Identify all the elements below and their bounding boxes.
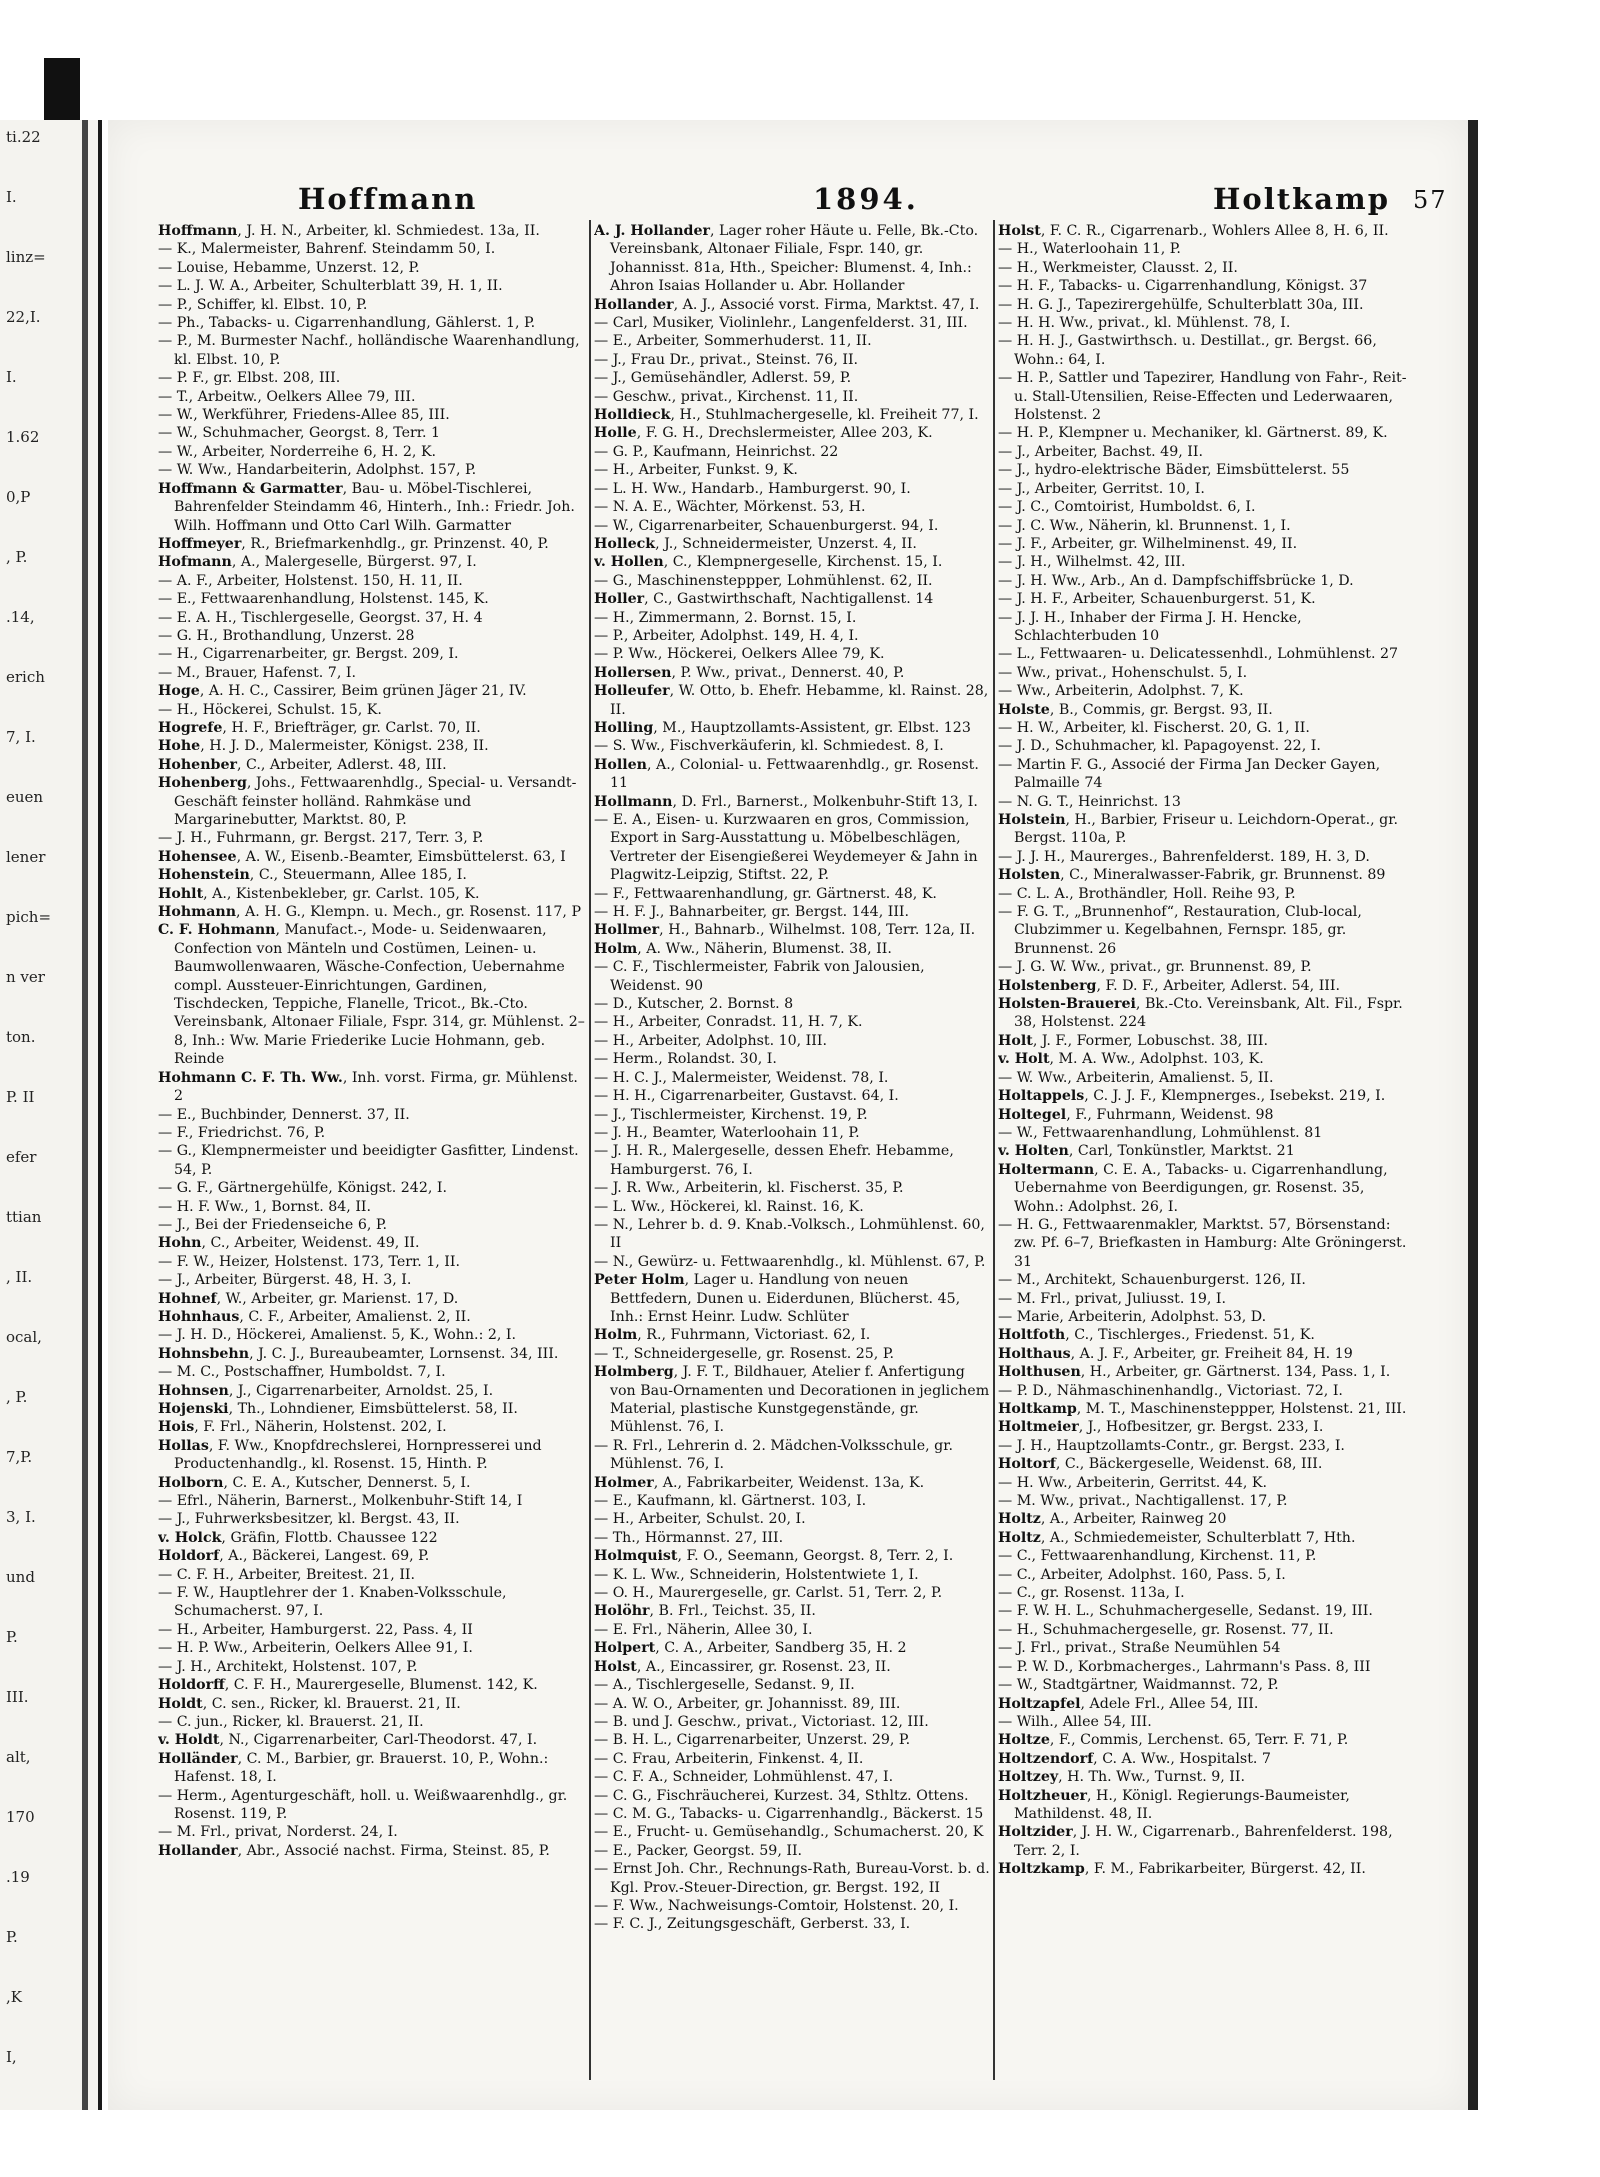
left-page-edge (0, 120, 102, 2110)
directory-entry: — H., Schuhmachergeselle, gr. Rosenst. 77, II. (998, 1621, 1334, 1638)
directory-entry: Holtorf, C., Bäckergeselle, Weidenst. 68, III. (998, 1456, 1323, 1473)
directory-entry: Hohlt, A., Kistenbekleber, gr. Carlst. 105, K. (158, 885, 480, 902)
directory-entry: — F. G. T., „Brunnenhof“, Restauration, Club-local, Clubzimmer u. Kegelbahnen, Fernspr. 185, gr. Brunnenst. 26 (998, 904, 1362, 957)
directory-entry: — P. F., gr. Elbst. 208, III. (158, 370, 341, 387)
directory-entry: — W., Cigarrenarbeiter, Schauenburgerst. 94, I. (594, 517, 939, 534)
directory-entry: — B. und J. Geschw., privat., Victoriast. 12, III. (594, 1713, 929, 1730)
directory-entry: — J. C., Comtoirist, Humboldst. 6, I. (998, 499, 1256, 516)
directory-entry: — G. P., Kaufmann, Heinrichst. 22 (594, 443, 839, 460)
directory-entry: — H., Werkmeister, Clausst. 2, II. (998, 259, 1238, 276)
directory-entry: Hollersen, P. Ww., privat., Dennerst. 40, P. (594, 664, 905, 681)
directory-entry: — J. H., Fuhrmann, gr. Bergst. 217, Terr. 3, P. (158, 830, 484, 847)
directory-entry: — E. Frl., Näherin, Allee 30, I. (594, 1621, 813, 1638)
directory-entry: — H. W., Arbeiter, kl. Fischerst. 20, G. 1, II. (998, 719, 1310, 736)
directory-entry: — T., Schneidergeselle, gr. Rosenst. 25, P. (594, 1345, 894, 1362)
directory-entry: — H. P., Sattler und Tapezirer, Handlung von Fahr-, Reit- u. Stall-Utensilien, Reise-Effecten und Lederwaaren, Holstenst. 2 (998, 370, 1407, 424)
directory-entry: v. Holck, Gräfin, Flottb. Chaussee 122 (158, 1529, 438, 1546)
directory-entry: Hollas, F. Ww., Knopfdrechslerei, Hornpresserei und Productenhandlg., kl. Rosenst. 15, Hinth. P. (158, 1437, 542, 1473)
directory-entry: Hojenski, Th., Lohndiener, Eimsbüttelerst. 58, II. (158, 1401, 518, 1417)
header-last-name: Holtkamp (1213, 182, 1391, 216)
directory-entry: v. Hollen, C., Klempnergeselle, Kirchenst. 15, I. (594, 554, 943, 571)
directory-entry: — W., Schuhmacher, Georgst. 8, Terr. 1 (158, 425, 441, 442)
left-page-fragment: ton. (6, 1028, 36, 1046)
directory-entry: Holthusen, H., Arbeiter, gr. Gärtnerst. 134, Pass. 1, I. (998, 1364, 1391, 1381)
directory-entry: — C. F. A., Schneider, Lohmühlenst. 47, I. (594, 1769, 894, 1786)
directory-entry: Holtzider, J. H. W., Cigarrenarb., Bahrenfelderst. 198, Terr. 2, I. (998, 1824, 1393, 1859)
directory-entry: — H., Arbeiter, Adolphst. 10, III. (594, 1032, 828, 1049)
directory-entry: Hohenstein, C., Steuermann, Allee 185, I. (158, 867, 467, 884)
directory-entry: — H., Waterloohain 11, P. (998, 241, 1181, 258)
directory-entry: — E. A. H., Tischlergeselle, Georgst. 37, H. 4 (158, 609, 483, 626)
directory-entry: Hollen, A., Colonial- u. Fettwaarenhdlg., gr. Rosenst. 11 (594, 756, 979, 792)
directory-entry: Hohnsbehn, J. C. J., Bureaubeamter, Lornsenst. 34, III. (158, 1345, 559, 1362)
directory-entry: Holtz, A., Schmiedemeister, Schulterblatt 7, Hth. (998, 1529, 1356, 1546)
directory-entry: — H. H. Ww., privat., kl. Mühlenst. 78, I. (998, 315, 1291, 332)
left-page-fragment: III. (6, 1688, 29, 1706)
left-page-fragment: euen (6, 788, 44, 806)
directory-entry: — W., Werkführer, Friedens-Allee 85, III. (158, 407, 450, 424)
directory-entry: — J. J. H., Inhaber der Firma J. H. Hencke, Schlachterbuden 10 (998, 609, 1302, 644)
directory-entry: — F., Fettwaarenhandlung, gr. Gärtnerst. 48, K. (594, 885, 937, 902)
left-page-fragment: I. (6, 188, 17, 206)
left-page-fragment: erich (6, 668, 45, 686)
directory-entry: Holtzkamp, F. M., Fabrikarbeiter, Bürgerst. 42, II. (998, 1861, 1366, 1878)
directory-entry: — C. M. G., Tabacks- u. Cigarrenhandlg., Bäckerst. 15 (594, 1805, 984, 1822)
directory-entry: — J. H. R., Malergeselle, dessen Ehefr. Hebamme, Hamburgerst. 76, I. (594, 1143, 954, 1178)
left-page-fragment: 7,P. (6, 1448, 33, 1466)
directory-entry: Hollmer, H., Bahnarb., Wilhelmst. 108, Terr. 12a, II. (594, 922, 976, 939)
directory-entry: — F., Friedrichst. 76, P. (158, 1124, 326, 1141)
directory-entry: — F. W., Hauptlehrer der 1. Knaben-Volksschule, Schumacherst. 97, I. (158, 1585, 507, 1620)
directory-entry: — E., Packer, Georgst. 59, II. (594, 1842, 803, 1859)
left-page-fragment: und (6, 1568, 35, 1586)
directory-entry: — N., Gewürz- u. Fettwaarenhdlg., kl. Mühlenst. 67, P. (594, 1253, 986, 1270)
directory-entry: — J. H., Beamter, Waterloohain 11, P. (594, 1124, 860, 1141)
directory-entry: — M., Architekt, Schauenburgerst. 126, II. (998, 1272, 1306, 1289)
column-divider (993, 220, 995, 2080)
directory-entry: — J. R. Ww., Arbeiterin, kl. Fischerst. 35, P. (594, 1180, 904, 1197)
directory-entry: — W., Stadtgärtner, Waidmannst. 72, P. (998, 1677, 1279, 1694)
page-number: 57 (1413, 186, 1448, 214)
directory-entry: Hohmann C. F. Th. Ww., Inh. vorst. Firma, gr. Mühlenst. 2 (158, 1069, 578, 1105)
directory-entry: — S. Ww., Fischverkäuferin, kl. Schmiedest. 8, I. (594, 738, 944, 755)
directory-entry: — C. F., Tischlermeister, Fabrik von Jalousien, Weidenst. 90 (594, 959, 925, 994)
directory-entry: Hollmann, D. Frl., Barnerst., Molkenbuhr-Stift 13, I. (594, 793, 978, 810)
directory-column-2 (594, 222, 990, 2092)
directory-entry: — B. H. L., Cigarrenarbeiter, Unzerst. 29, P. (594, 1732, 911, 1749)
directory-entry: — H. H., Cigarrenarbeiter, Gustavst. 64, I. (594, 1088, 899, 1105)
directory-entry: Hohnsen, J., Cigarrenarbeiter, Arnoldst. 25, I. (158, 1382, 494, 1399)
left-page-fragment: lener (6, 848, 46, 866)
directory-entry: Holtze, F., Commis, Lerchenst. 65, Terr. F. 71, P. (998, 1732, 1349, 1749)
directory-entry: — P., M. Burmester Nachf., holländische Waarenhandlung, kl. Elbst. 10, P. (158, 333, 580, 368)
directory-entry: — C. jun., Ricker, kl. Brauerst. 21, II. (158, 1713, 424, 1730)
left-page-fragment: I. (6, 368, 17, 386)
directory-entry: — C., Fettwaarenhandlung, Kirchenst. 11, P. (998, 1548, 1317, 1565)
left-page-fragment: .14, (6, 608, 35, 626)
directory-entry: — Wilh., Allee 54, III. (998, 1713, 1152, 1730)
directory-entry: Holtzheuer, H., Königl. Regierungs-Baumeister, Mathildenst. 48, II. (998, 1787, 1350, 1822)
directory-entry: v. Holten, Carl, Tonkünstler, Marktst. 21 (998, 1143, 1295, 1160)
directory-entry: Holste, B., Commis, gr. Bergst. 93, II. (998, 701, 1273, 718)
directory-entry: — P., Arbeiter, Adolphst. 149, H. 4, I. (594, 627, 859, 644)
directory-entry: — J., Gemüsehändler, Adlerst. 59, P. (594, 370, 852, 387)
directory-entry: Hohensee, A. W., Eisenb.-Beamter, Eimsbüttelerst. 63, I (158, 848, 566, 865)
directory-entry: — Ww., privat., Hohenschulst. 5, I. (998, 664, 1248, 681)
directory-entry: Hollander, A. J., Associé vorst. Firma, Marktst. 47, I. (594, 296, 980, 313)
left-page-fragment: pich= (6, 908, 52, 926)
directory-entry: Hohnhaus, C. F., Arbeiter, Amalienst. 2, II. (158, 1308, 471, 1325)
directory-entry: — R. Frl., Lehrerin d. 2. Mädchen-Volksschule, gr. Mühlenst. 76, I. (594, 1437, 953, 1473)
left-page-fragment: 0,P (6, 488, 31, 506)
directory-entry: — L. Ww., Höckerei, kl. Rainst. 16, K. (594, 1198, 864, 1215)
directory-entry: — E., Arbeiter, Sommerhuderst. 11, II. (594, 333, 872, 350)
directory-entry: — H., Arbeiter, Schulst. 20, I. (594, 1511, 806, 1528)
directory-entry: — Louise, Hebamme, Unzerst. 12, P. (158, 259, 420, 276)
directory-entry: — C., gr. Rosenst. 113a, I. (998, 1585, 1185, 1602)
directory-entry: — L. H. Ww., Handarb., Hamburgerst. 90, I. (594, 480, 911, 497)
left-page-fragment: efer (6, 1148, 37, 1166)
left-page-fragment: , P. (6, 548, 28, 566)
directory-entry: Hohenberg, Johs., Fettwaarenhdlg., Special- u. Versandt-Geschäft feinster holländ. Rahmkäse und Margarinebutter, Marktst. 80, P. (158, 775, 577, 828)
directory-entry: — W. Ww., Arbeiterin, Amalienst. 5, II. (998, 1069, 1274, 1086)
directory-entry: — J., Bei der Friedenseiche 6, P. (158, 1216, 388, 1233)
directory-entry: Hohenber, C., Arbeiter, Adlerst. 48, III. (158, 756, 447, 773)
directory-entry: — H. P. Ww., Arbeiterin, Oelkers Allee 91, I. (158, 1640, 473, 1657)
directory-entry: v. Holt, M. A. Ww., Adolphst. 103, K. (998, 1051, 1264, 1068)
directory-entry: — Marie, Arbeiterin, Adolphst. 53, D. (998, 1308, 1267, 1325)
left-page-fragment: P. (6, 1928, 18, 1946)
page-header (188, 182, 1448, 222)
directory-entry: Holdorff, C. F. H., Maurergeselle, Blumenst. 142, K. (158, 1677, 538, 1694)
directory-entry: Holldieck, H., Stuhlmachergeselle, kl. Freiheit 77, I. (594, 407, 979, 424)
directory-entry: — D., Kutscher, 2. Bornst. 8 (594, 996, 794, 1013)
column-divider (589, 220, 591, 2080)
directory-entry: — P. W. D., Korbmacherges., Lahrmann's Pass. 8, III (998, 1658, 1371, 1675)
directory-entry: — J., Arbeiter, Bachst. 49, II. (998, 443, 1203, 460)
left-page-fragment: .19 (6, 1868, 30, 1886)
directory-entry: — Geschw., privat., Kirchenst. 11, II. (594, 388, 859, 405)
directory-entry: Hoffmann & Garmatter, Bau- u. Möbel-Tischlerei, Bahrenfelder Steindamm 46, Hinterh., Inh.: Friedr. Joh. Wilh. Hoffmann und Otto Carl Wilh. Garmatter (158, 480, 575, 534)
directory-entry: — Ww., Arbeiterin, Adolphst. 7, K. (998, 683, 1244, 700)
directory-entry: Holm, R., Fuhrmann, Victoriast. 62, I. (594, 1327, 871, 1344)
directory-entry: Holtappels, C. J. J. F., Klempnerges., Isebekst. 219, I. (998, 1088, 1386, 1105)
directory-entry: — G. F., Gärtnergehülfe, Königst. 242, I. (158, 1180, 447, 1197)
directory-entry: — A. W. O., Arbeiter, gr. Johannisst. 89, III. (594, 1695, 901, 1712)
directory-entry: — C. G., Fischräucherei, Kurzest. 34, Sthltz. Ottens. (594, 1787, 969, 1804)
left-page-fragment: ,K (6, 1988, 22, 2006)
directory-entry: Holling, M., Hauptzollamts-Assistent, gr. Elbst. 123 (594, 719, 971, 736)
directory-entry: Holtkamp, M. T., Maschinensteppper, Holstenst. 21, III. (998, 1401, 1407, 1417)
directory-entry: — W., Fettwaarenhandlung, Lohmühlenst. 81 (998, 1124, 1323, 1141)
directory-entry: Peter Holm, Lager u. Handlung von neuen Bettfedern, Dunen u. Eiderdunen, Blücherst. 45, Inh.: Ernst Heinr. Ludw. Schlüter (594, 1272, 961, 1325)
directory-entry: — J., Arbeiter, Bürgerst. 48, H. 3, I. (158, 1272, 412, 1289)
directory-entry: — C., Arbeiter, Adolphst. 160, Pass. 5, I. (998, 1566, 1286, 1583)
directory-entry: Hohnef, W., Arbeiter, gr. Marienst. 17, D. (158, 1290, 459, 1307)
directory-entry: Hoffmann, J. H. N., Arbeiter, kl. Schmiedest. 13a, II. (158, 223, 540, 239)
directory-entry: — J., hydro-elektrische Bäder, Eimsbüttelerst. 55 (998, 462, 1350, 479)
left-page-fragment: P. (6, 1628, 18, 1646)
directory-page (108, 120, 1478, 2110)
directory-entry: — J. G. W. Ww., privat., gr. Brunnenst. 89, P. (998, 959, 1312, 976)
directory-entry: Hohn, C., Arbeiter, Weidenst. 49, II. (158, 1235, 420, 1252)
left-page-fragment: 170 (6, 1808, 35, 1826)
directory-entry: A. J. Hollander, Lager roher Häute u. Felle, Bk.-Cto. Vereinsbank, Altonaer Filiale, Fspr. 140, gr. Johannisst. 81a, Hth., Speicher: Blumenst. 4, Inh.: Ahron Isaias Hollander u. Abr. Hollander (594, 223, 979, 295)
directory-entry: — Ernst Joh. Chr., Rechnungs-Rath, Bureau-Vorst. b. d. Kgl. Prov.-Steuer-Direction, gr. Bergst. 192, II (594, 1861, 990, 1896)
directory-entry: — M. C., Postschaffner, Humboldst. 7, I. (158, 1364, 446, 1381)
directory-entry: — L., Fettwaaren- u. Delicatessenhdl., Lohmühlenst. 27 (998, 646, 1399, 663)
left-page-fragment: ti.22 (6, 128, 41, 146)
directory-entry: Holtmeier, J., Hofbesitzer, gr. Bergst. 233, I. (998, 1419, 1324, 1436)
directory-entry: — H. F. J., Bahnarbeiter, gr. Bergst. 144, III. (594, 904, 910, 921)
left-page-fragment: , II. (6, 1268, 33, 1286)
directory-entry: — T., Arbeitw., Oelkers Allee 79, III. (158, 388, 416, 405)
scan-binding-mark (44, 58, 80, 128)
directory-entry: — O. H., Maurergeselle, gr. Carlst. 51, Terr. 2, P. (594, 1585, 943, 1602)
directory-entry: — G., Klempnermeister und beeidigter Gasfitter, Lindenst. 54, P. (158, 1143, 579, 1178)
directory-entry: — H., Cigarrenarbeiter, gr. Bergst. 209, I. (158, 646, 459, 663)
header-first-name: Hoffmann (298, 182, 478, 216)
directory-entry: Holländer, C. M., Barbier, gr. Brauerst. 10, P., Wohn.: Hafenst. 18, I. (158, 1750, 549, 1786)
directory-entry: Holthaus, A. J. F., Arbeiter, gr. Freiheit 84, H. 19 (998, 1345, 1353, 1362)
directory-entry: Holst, A., Eincassirer, gr. Rosenst. 23, II. (594, 1658, 891, 1675)
left-page-fragment: 1.62 (6, 428, 40, 446)
directory-entry: — A. F., Arbeiter, Holstenst. 150, H. 11, II. (158, 572, 463, 589)
directory-entry: — J. H. F., Arbeiter, Schauenburgerst. 51, K. (998, 591, 1316, 608)
directory-entry: — P. D., Nähmaschinenhandlg., Victoriast. 72, I. (998, 1382, 1343, 1399)
directory-entry: — E., Buchbinder, Dennerst. 37, II. (158, 1106, 410, 1123)
directory-entry: Holmer, A., Fabrikarbeiter, Weidenst. 13a, K. (594, 1474, 925, 1491)
directory-entry: Hohmann, A. H. G., Klempn. u. Mech., gr. Rosenst. 117, P (158, 904, 581, 921)
directory-entry: — M. Frl., privat, Norderst. 24, I. (158, 1824, 398, 1841)
left-page-fragment: 22,I. (6, 308, 41, 326)
directory-column-1 (158, 222, 586, 2092)
directory-entry: — Ph., Tabacks- u. Cigarrenhandlung, Gählerst. 1, P. (158, 315, 536, 332)
directory-entry: — F. Ww., Nachweisungs-Comtoir, Holstenst. 20, I. (594, 1897, 959, 1914)
directory-entry: — H. H. J., Gastwirthsch. u. Destillat., gr. Bergst. 66, Wohn.: 64, I. (998, 333, 1377, 368)
directory-entry: Hogrefe, H. F., Briefträger, gr. Carlst. 70, II. (158, 719, 481, 736)
directory-entry: — H. C. J., Malermeister, Weidenst. 78, I. (594, 1069, 889, 1086)
directory-entry: Holtzendorf, C. A. Ww., Hospitalst. 7 (998, 1750, 1271, 1767)
directory-entry: — H., Arbeiter, Hamburgerst. 22, Pass. 4, II (158, 1621, 473, 1638)
directory-entry: — E., Frucht- u. Gemüsehandlg., Schumacherst. 20, K (594, 1824, 984, 1841)
directory-entry: v. Holdt, N., Cigarrenarbeiter, Carl-Theodorst. 47, I. (158, 1732, 538, 1749)
directory-entry: — Th., Hörmannst. 27, III. (594, 1529, 784, 1546)
directory-entry: Holtzapfel, Adele Frl., Allee 54, III. (998, 1695, 1259, 1712)
directory-entry: — H., Arbeiter, Conradst. 11, H. 7, K. (594, 1014, 863, 1031)
directory-entry: — H., Zimmermann, 2. Bornst. 15, I. (594, 609, 857, 626)
directory-entry: — C. Frau, Arbeiterin, Finkenst. 4, II. (594, 1750, 864, 1767)
directory-entry: — N. A. E., Wächter, Mörkenst. 53, H. (594, 499, 866, 516)
directory-entry: — C. F. H., Arbeiter, Breitest. 21, II. (158, 1566, 416, 1583)
directory-entry: Hois, F. Frl., Näherin, Holstenst. 202, I. (158, 1419, 447, 1436)
directory-entry: Holmquist, F. O., Seemann, Georgst. 8, Terr. 2, I. (594, 1548, 954, 1565)
directory-entry: — F. W. H. L., Schuhmachergeselle, Sedanst. 19, III. (998, 1603, 1373, 1620)
directory-entry: — H., Höckerei, Schulst. 15, K. (158, 701, 382, 718)
directory-entry: — A., Tischlergeselle, Sedanst. 9, II. (594, 1677, 855, 1694)
directory-entry: — Efrl., Näherin, Barnerst., Molkenbuhr-Stift 14, I (158, 1493, 523, 1510)
directory-entry: Hohe, H. J. D., Malermeister, Königst. 238, II. (158, 738, 489, 755)
directory-entry: — H. Ww., Arbeiterin, Gerritst. 44, K. (998, 1474, 1267, 1491)
directory-entry: Holle, F. G. H., Drechslermeister, Allee 203, K. (594, 425, 933, 442)
directory-entry: Holtfoth, C., Tischlerges., Friedenst. 51, K. (998, 1327, 1315, 1344)
directory-entry: — J. H. D., Höckerei, Amalienst. 5, K., Wohn.: 2, I. (158, 1327, 517, 1344)
directory-entry: Holsten, C., Mineralwasser-Fabrik, gr. Brunnenst. 89 (998, 867, 1386, 884)
directory-entry: — H. G. J., Tapezirergehülfe, Schulterblatt 30a, III. (998, 296, 1364, 313)
directory-entry: — W. Ww., Handarbeiterin, Adolphst. 157, P. (158, 462, 477, 479)
directory-entry: Holstenberg, F. D. F., Arbeiter, Adlerst. 54, III. (998, 977, 1341, 994)
directory-entry: — J., Tischlermeister, Kirchenst. 19, P. (594, 1106, 868, 1123)
directory-entry: — H., Arbeiter, Funkst. 9, K. (594, 462, 798, 479)
directory-entry: — H. P., Klempner u. Mechaniker, kl. Gärtnerst. 89, K. (998, 425, 1388, 442)
directory-entry: — J. Frl., privat., Straße Neumühlen 54 (998, 1640, 1281, 1657)
directory-entry: — J. H., Hauptzollamts-Contr., gr. Bergst. 233, I. (998, 1437, 1345, 1454)
directory-entry: — J. H., Architekt, Holstenst. 107, P. (158, 1658, 418, 1675)
left-page-fragment: , P. (6, 1388, 28, 1406)
directory-entry: Holt, J. F., Former, Lobuschst. 38, III. (998, 1032, 1269, 1049)
directory-entry: — E., Fettwaarenhandlung, Holstenst. 145, K. (158, 591, 489, 608)
left-page-fragment: alt, (6, 1748, 31, 1766)
header-year: 1894. (813, 182, 919, 216)
directory-entry: — J., Arbeiter, Gerritst. 10, I. (998, 480, 1205, 497)
directory-entry: Holpert, C. A., Arbeiter, Sandberg 35, H. 2 (594, 1640, 907, 1657)
directory-entry: — J. H. Ww., Arb., An d. Dampfschiffsbrücke 1, D. (998, 572, 1354, 589)
directory-entry: — N., Lehrer b. d. 9. Knab.-Volksch., Lohmühlenst. 60, II (594, 1216, 985, 1252)
left-page-fragment: 7, I. (6, 728, 36, 746)
directory-entry: — Carl, Musiker, Violinlehr., Langenfelderst. 31, III. (594, 315, 968, 332)
directory-entry: C. F. Hohmann, Manufact.-, Mode- u. Seidenwaaren, Confection von Mänteln und Costümen, Leinen- u. Baumwollenwaaren, Wäsche-Confection, Uebernahme compl. Aussteuer-Einrichtungen, Gardinen, Tischdecken, Teppiche, Flanelle, Tricot., Bk.-Cto. Vereinsbank, Altonaer Filiale, Fspr. 314, gr. Mühlenst. 2–8, Inh.: Ww. Marie Friederike Lucie Hohmann, geb. Reinde (158, 922, 585, 1068)
directory-entry: — W., Arbeiter, Norderreihe 6, H. 2, K. (158, 443, 437, 460)
directory-entry: Holleufer, W. Otto, b. Ehefr. Hebamme, kl. Rainst. 28, II. (594, 683, 989, 718)
directory-entry: — E. A., Eisen- u. Kurzwaaren en gros, Commission, Export in Sarg-Ausstattung u. Möbelbeschlägen, Vertreter der Eisengießerei Weydemeyer & Jahn in Plagwitz-Leipzig, Stiftst. 22, P. (594, 812, 978, 884)
left-page-fragment: ocal, (6, 1328, 42, 1346)
directory-entry: — J. D., Schuhmacher, kl. Papagoyenst. 22, I. (998, 738, 1321, 755)
directory-entry: — M., Brauer, Hafenst. 7, I. (158, 664, 356, 681)
directory-entry: — F. W., Heizer, Holstenst. 173, Terr. 1, II. (158, 1253, 461, 1270)
directory-entry: Hoge, A. H. C., Cassirer, Beim grünen Jäger 21, IV. (158, 683, 527, 700)
directory-entry: — G. H., Brothandlung, Unzerst. 28 (158, 627, 415, 644)
directory-entry: — H. G., Fettwaarenmakler, Marktst. 57, Börsenstand: zw. Pf. 6–7, Briefkasten in Hamburg: Alte Gröningerst. 31 (998, 1216, 1407, 1270)
directory-entry: — P. Ww., Höckerei, Oelkers Allee 79, K. (594, 646, 885, 663)
directory-entry: — J., Frau Dr., privat., Steinst. 76, II. (594, 351, 859, 368)
directory-entry: Holtzey, H. Th. Ww., Turnst. 9, II. (998, 1769, 1246, 1786)
directory-entry: — Martin F. G., Associé der Firma Jan Decker Gayen, Palmaille 74 (998, 756, 1381, 792)
directory-entry: — G., Maschinensteppper, Lohmühlenst. 62, II. (594, 572, 933, 589)
directory-entry: Holleck, J., Schneidermeister, Unzerst. 4, II. (594, 535, 917, 552)
directory-entry: Holler, C., Gastwirthschaft, Nachtigallenst. 14 (594, 591, 934, 608)
directory-entry: — J. C. Ww., Näherin, kl. Brunnenst. 1, I. (998, 517, 1291, 534)
directory-entry: Holborn, C. E. A., Kutscher, Dennerst. 5, I. (158, 1474, 471, 1491)
directory-entry: Holst, F. C. R., Cigarrenarb., Wohlers Allee 8, H. 6, II. (998, 223, 1389, 239)
directory-entry: — C. L. A., Brothändler, Holl. Reihe 93, P. (998, 885, 1296, 902)
directory-entry: — F. C. J., Zeitungsgeschäft, Gerberst. 33, I. (594, 1916, 911, 1933)
directory-entry: — H. F., Tabacks- u. Cigarrenhandlung, Königst. 37 (998, 278, 1368, 295)
directory-entry: — H. F. Ww., 1, Bornst. 84, II. (158, 1198, 372, 1215)
directory-entry: Hoffmeyer, R., Briefmarkenhdlg., gr. Prinzenst. 40, P. (158, 535, 549, 552)
left-page-fragment: 3, I. (6, 1508, 36, 1526)
directory-entry: Holdt, C. sen., Ricker, kl. Brauerst. 21, II. (158, 1695, 461, 1712)
directory-entry: — J. F., Arbeiter, gr. Wilhelminenst. 49, II. (998, 535, 1298, 552)
directory-entry: Holm, A. Ww., Näherin, Blumenst. 38, II. (594, 940, 892, 957)
directory-entry: Holtermann, C. E. A., Tabacks- u. Cigarrenhandlung, Uebernahme von Beerdigungen, gr. Rosenst. 35, Wohn.: Adolphst. 26, I. (998, 1161, 1388, 1215)
directory-entry: — M. Frl., privat, Juliusst. 19, I. (998, 1290, 1227, 1307)
left-page-fragment: n ver (6, 968, 45, 986)
directory-entry: — Herm., Agenturgeschäft, holl. u. Weißwaarenhdlg., gr. Rosenst. 119, P. (158, 1787, 568, 1822)
directory-entry: — M. Ww., privat., Nachtigallenst. 17, P. (998, 1493, 1288, 1510)
left-page-fragment: linz= (6, 248, 46, 266)
left-page-fragment: I, (6, 2048, 17, 2066)
directory-column-3 (998, 222, 1416, 2092)
directory-entry: — J. H., Wilhelmst. 42, III. (998, 554, 1186, 571)
directory-entry: Hollander, Abr., Associé nachst. Firma, Steinst. 85, P. (158, 1842, 550, 1859)
directory-entry: Holstein, H., Barbier, Friseur u. Leichdorn-Operat., gr. Bergst. 110a, P. (998, 812, 1398, 847)
directory-entry: — J. J. H., Maurerges., Bahrenfelderst. 189, H. 3, D. (998, 848, 1370, 865)
directory-entry: Hofmann, A., Malergeselle, Bürgerst. 97, I. (158, 554, 477, 571)
directory-entry: Holöhr, B. Frl., Teichst. 35, II. (594, 1603, 816, 1620)
directory-entry: Holtz, A., Arbeiter, Rainweg 20 (998, 1511, 1227, 1528)
left-page-fragment: ttian (6, 1208, 42, 1226)
directory-entry: Holdorf, A., Bäckerei, Langest. 69, P. (158, 1548, 430, 1565)
directory-entry: — Herm., Rolandst. 30, I. (594, 1051, 777, 1068)
directory-entry: — K. L. Ww., Schneiderin, Holstentwiete 1, I. (594, 1566, 919, 1583)
directory-entry: — E., Kaufmann, kl. Gärtnerst. 103, I. (594, 1493, 867, 1510)
directory-entry: — N. G. T., Heinrichst. 13 (998, 793, 1181, 810)
directory-entry: Holsten-Brauerei, Bk.-Cto. Vereinsbank, Alt. Fil., Fspr. 38, Holstenst. 224 (998, 996, 1403, 1031)
left-page-fragment: P. II (6, 1088, 35, 1106)
directory-entry: — P., Schiffer, kl. Elbst. 10, P. (158, 296, 368, 313)
directory-entry: — K., Malermeister, Bahrenf. Steindamm 50, I. (158, 241, 496, 258)
directory-entry: — J., Fuhrwerksbesitzer, kl. Bergst. 43, II. (158, 1511, 460, 1528)
directory-entry: — L. J. W. A., Arbeiter, Schulterblatt 39, H. 1, II. (158, 278, 503, 295)
directory-entry: Holmberg, J. F. T., Bildhauer, Atelier f. Anfertigung von Bau-Ornamenten und Decorationen in jeglichem Material, plastische Kunstgegenstände, gr. Mühlenst. 76, I. (594, 1364, 990, 1436)
directory-entry: Holtegel, F., Fuhrmann, Weidenst. 98 (998, 1106, 1274, 1123)
